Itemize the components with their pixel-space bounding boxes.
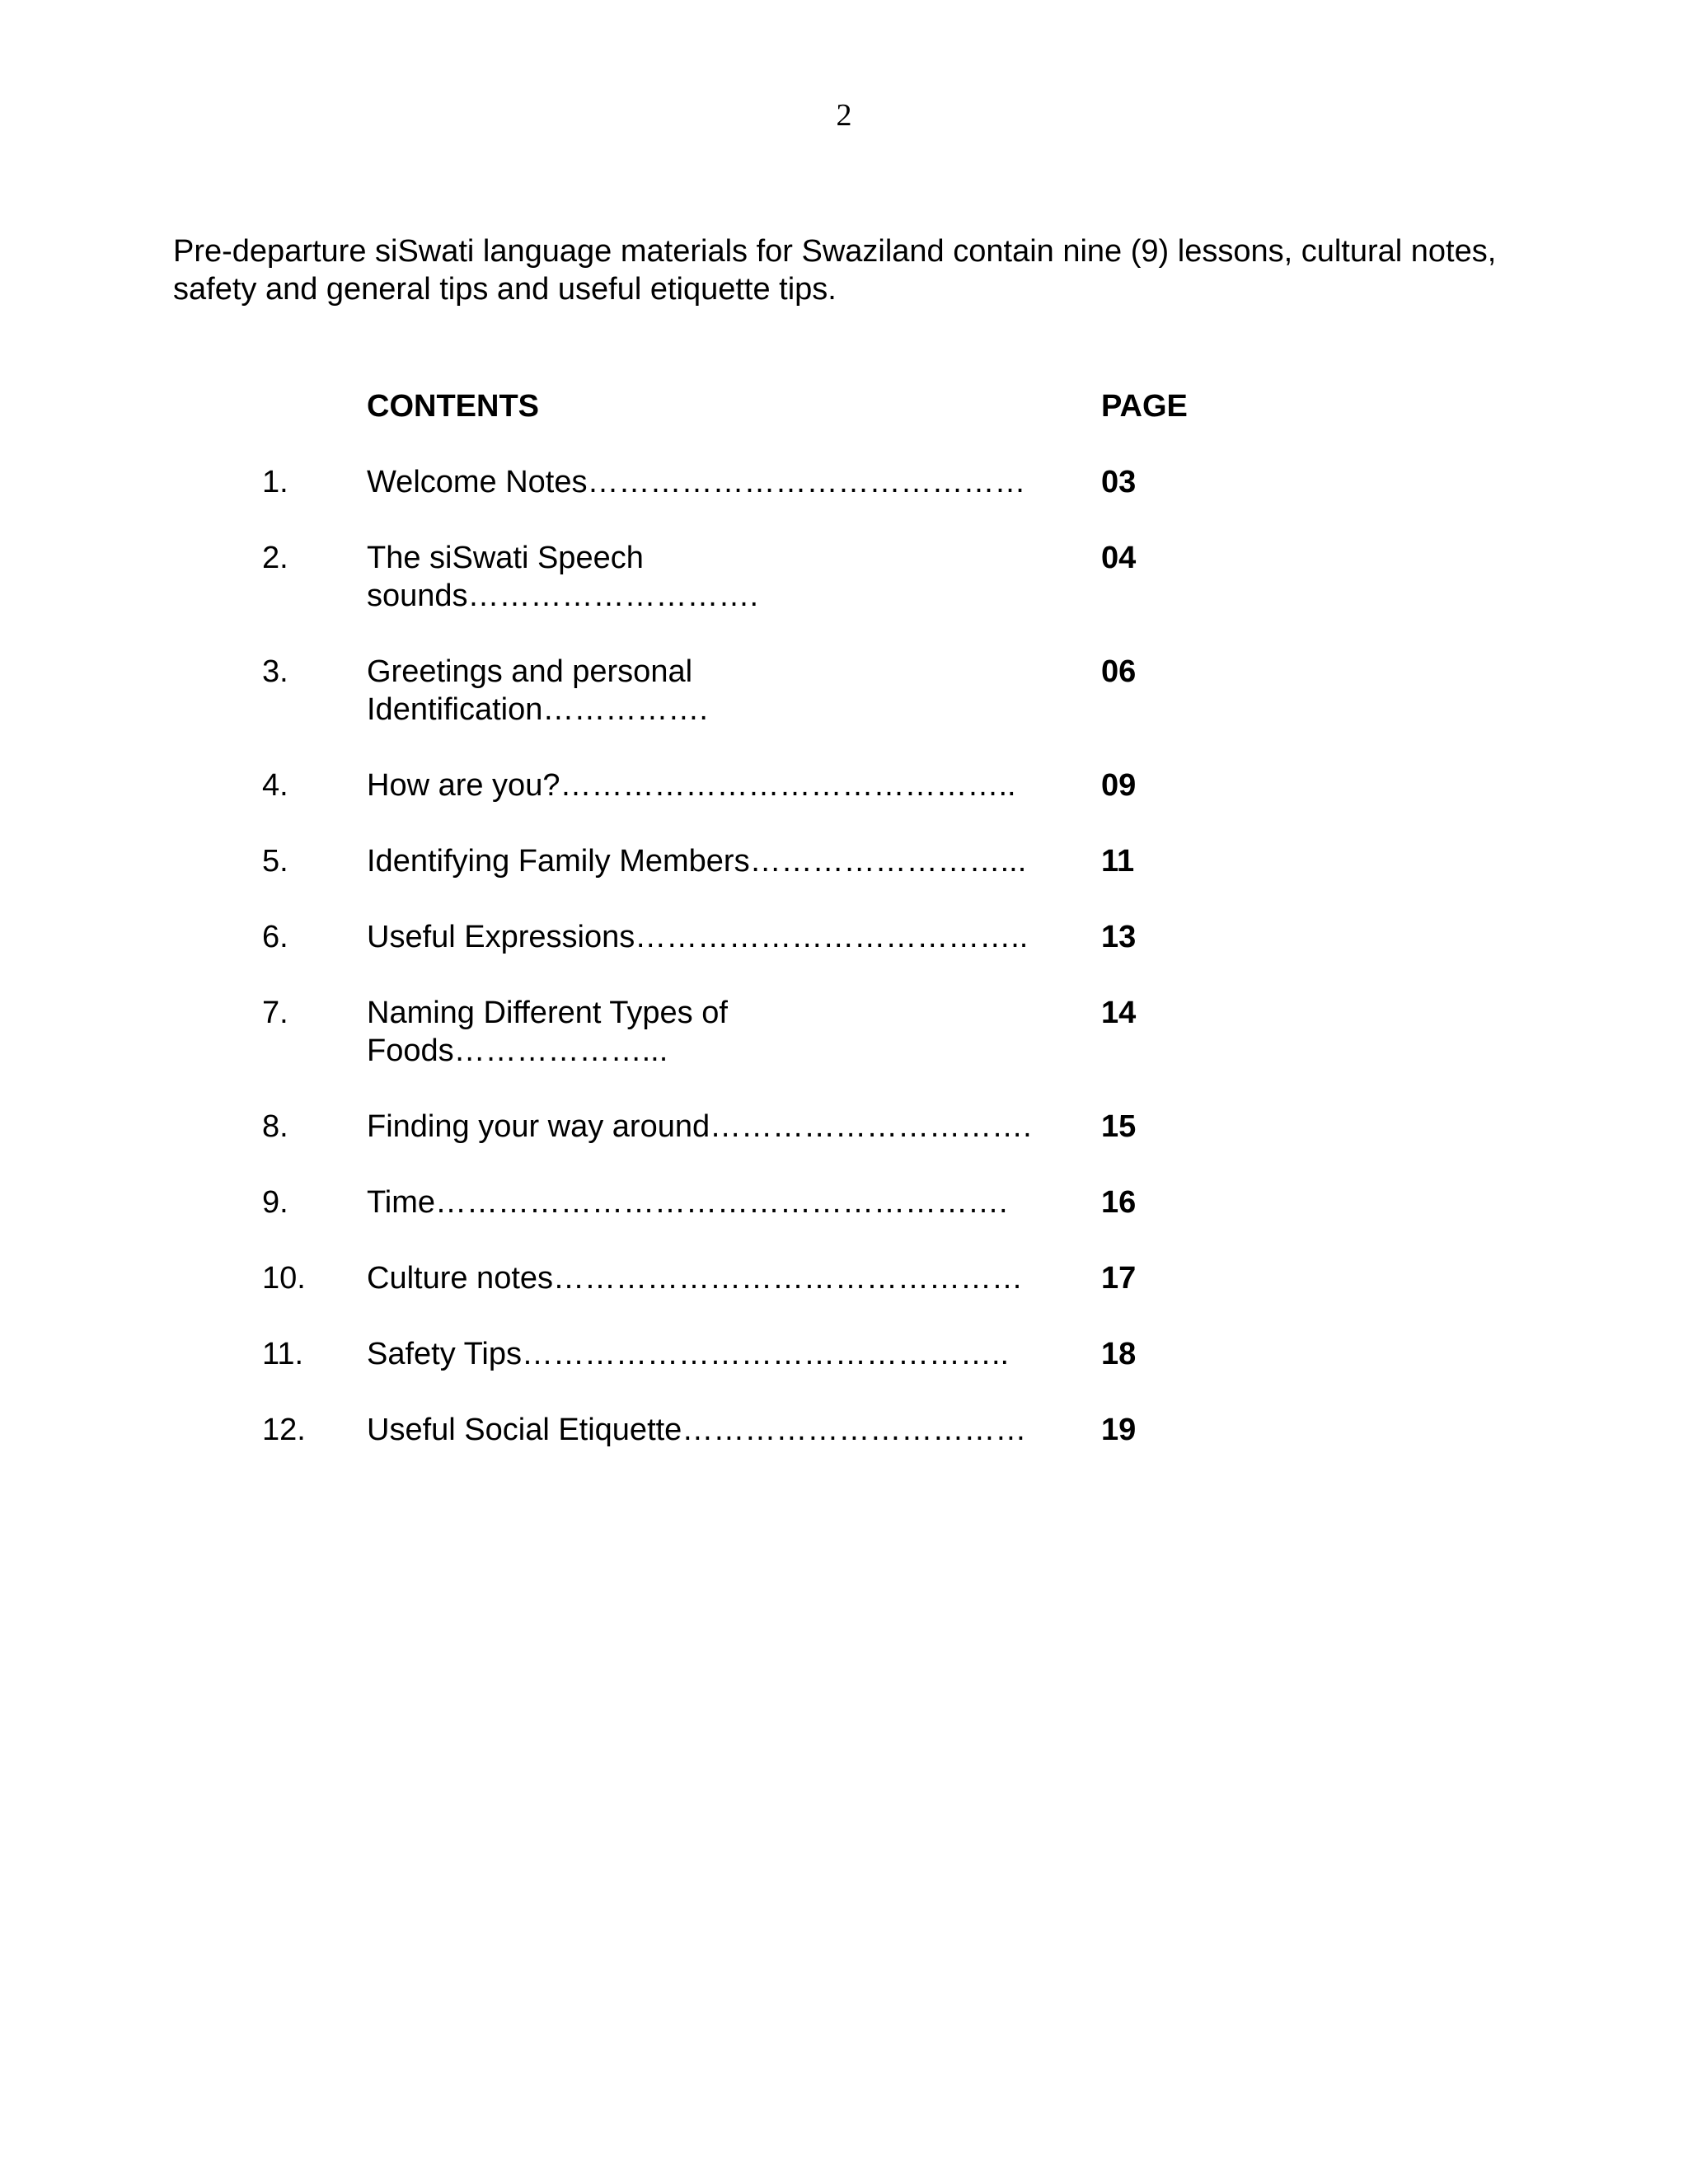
toc-entry-page: 11 xyxy=(1101,844,1135,879)
toc-entry-title: Identifying Family Members……………………... xyxy=(367,844,1027,879)
toc-entry-title: Welcome Notes…………………………………… xyxy=(367,465,1026,499)
page-heading: PAGE xyxy=(1101,389,1188,424)
toc-entry-safety-tips xyxy=(0,1335,1688,1373)
toc-entry-title: Useful Expressions……………………………….. xyxy=(367,920,1029,954)
toc-entry-title: How are you?…………………………………….. xyxy=(367,768,1016,803)
toc-entry-title: The siSwati Speech sounds………………………. xyxy=(367,541,759,613)
toc-entry-title: Greetings and personal Identification……………. xyxy=(367,654,708,727)
toc-entry-finding-your-way xyxy=(0,1108,1688,1146)
toc-header xyxy=(0,387,1688,425)
toc-entry-number: 8. xyxy=(262,1109,288,1144)
toc-entry-title: Culture notes……………………………………… xyxy=(367,1261,1024,1296)
toc-entry-number: 5. xyxy=(262,844,288,879)
toc-entry-title: Useful Social Etiquette…………………………… xyxy=(367,1413,1027,1447)
toc-entry-number: 12. xyxy=(262,1413,306,1447)
toc-entry-page: 17 xyxy=(1101,1261,1137,1296)
toc-entry-greetings xyxy=(0,653,1688,729)
toc-entry-number: 11. xyxy=(262,1337,304,1371)
toc-entry-page: 13 xyxy=(1101,920,1137,954)
toc-entry-number: 7. xyxy=(262,996,288,1030)
contents-heading: CONTENTS xyxy=(367,389,539,424)
toc-entry-useful-expressions xyxy=(0,918,1688,956)
toc-entry-title: Time………………………………………………. xyxy=(367,1185,1008,1220)
toc-entry-page: 16 xyxy=(1101,1185,1137,1220)
toc-entry-page: 15 xyxy=(1101,1109,1137,1144)
toc-entry-number: 2. xyxy=(262,541,288,575)
toc-entry-foods xyxy=(0,994,1688,1070)
toc-entry-time xyxy=(0,1183,1688,1221)
toc-entry-number: 10. xyxy=(262,1261,306,1296)
toc-entry-title: Naming Different Types of Foods………………... xyxy=(367,996,728,1068)
toc-entry-page: 04 xyxy=(1101,541,1137,575)
toc-entry-number: 9. xyxy=(262,1185,288,1220)
page-number: 2 xyxy=(836,98,852,133)
toc-entry-number: 3. xyxy=(262,654,288,689)
intro-paragraph: Pre-departure siSwati language materials for Swaziland contain nine (9) lessons, cultural notes, safety and general tips and useful etiquette tips. xyxy=(173,234,1497,307)
toc-entry-speech-sounds xyxy=(0,539,1688,615)
toc-entry-page: 09 xyxy=(1101,768,1137,803)
toc-entry-social-etiquette xyxy=(0,1411,1688,1449)
table-of-contents xyxy=(0,463,1688,1487)
toc-entry-page: 14 xyxy=(1101,996,1137,1030)
toc-entry-page: 18 xyxy=(1101,1337,1137,1371)
toc-entry-how-are-you xyxy=(0,766,1688,804)
toc-entry-page: 03 xyxy=(1101,465,1137,499)
toc-entry-culture-notes xyxy=(0,1259,1688,1297)
toc-entry-page: 19 xyxy=(1101,1413,1137,1447)
toc-entry-number: 6. xyxy=(262,920,288,954)
toc-entry-page: 06 xyxy=(1101,654,1137,689)
toc-entry-title: Finding your way around…………………………. xyxy=(367,1109,1032,1144)
toc-entry-family-members xyxy=(0,842,1688,880)
toc-entry-number: 1. xyxy=(262,465,288,499)
toc-entry-number: 4. xyxy=(262,768,288,803)
toc-entry-welcome-notes xyxy=(0,463,1688,501)
toc-entry-title: Safety Tips……………………………………….. xyxy=(367,1337,1010,1371)
